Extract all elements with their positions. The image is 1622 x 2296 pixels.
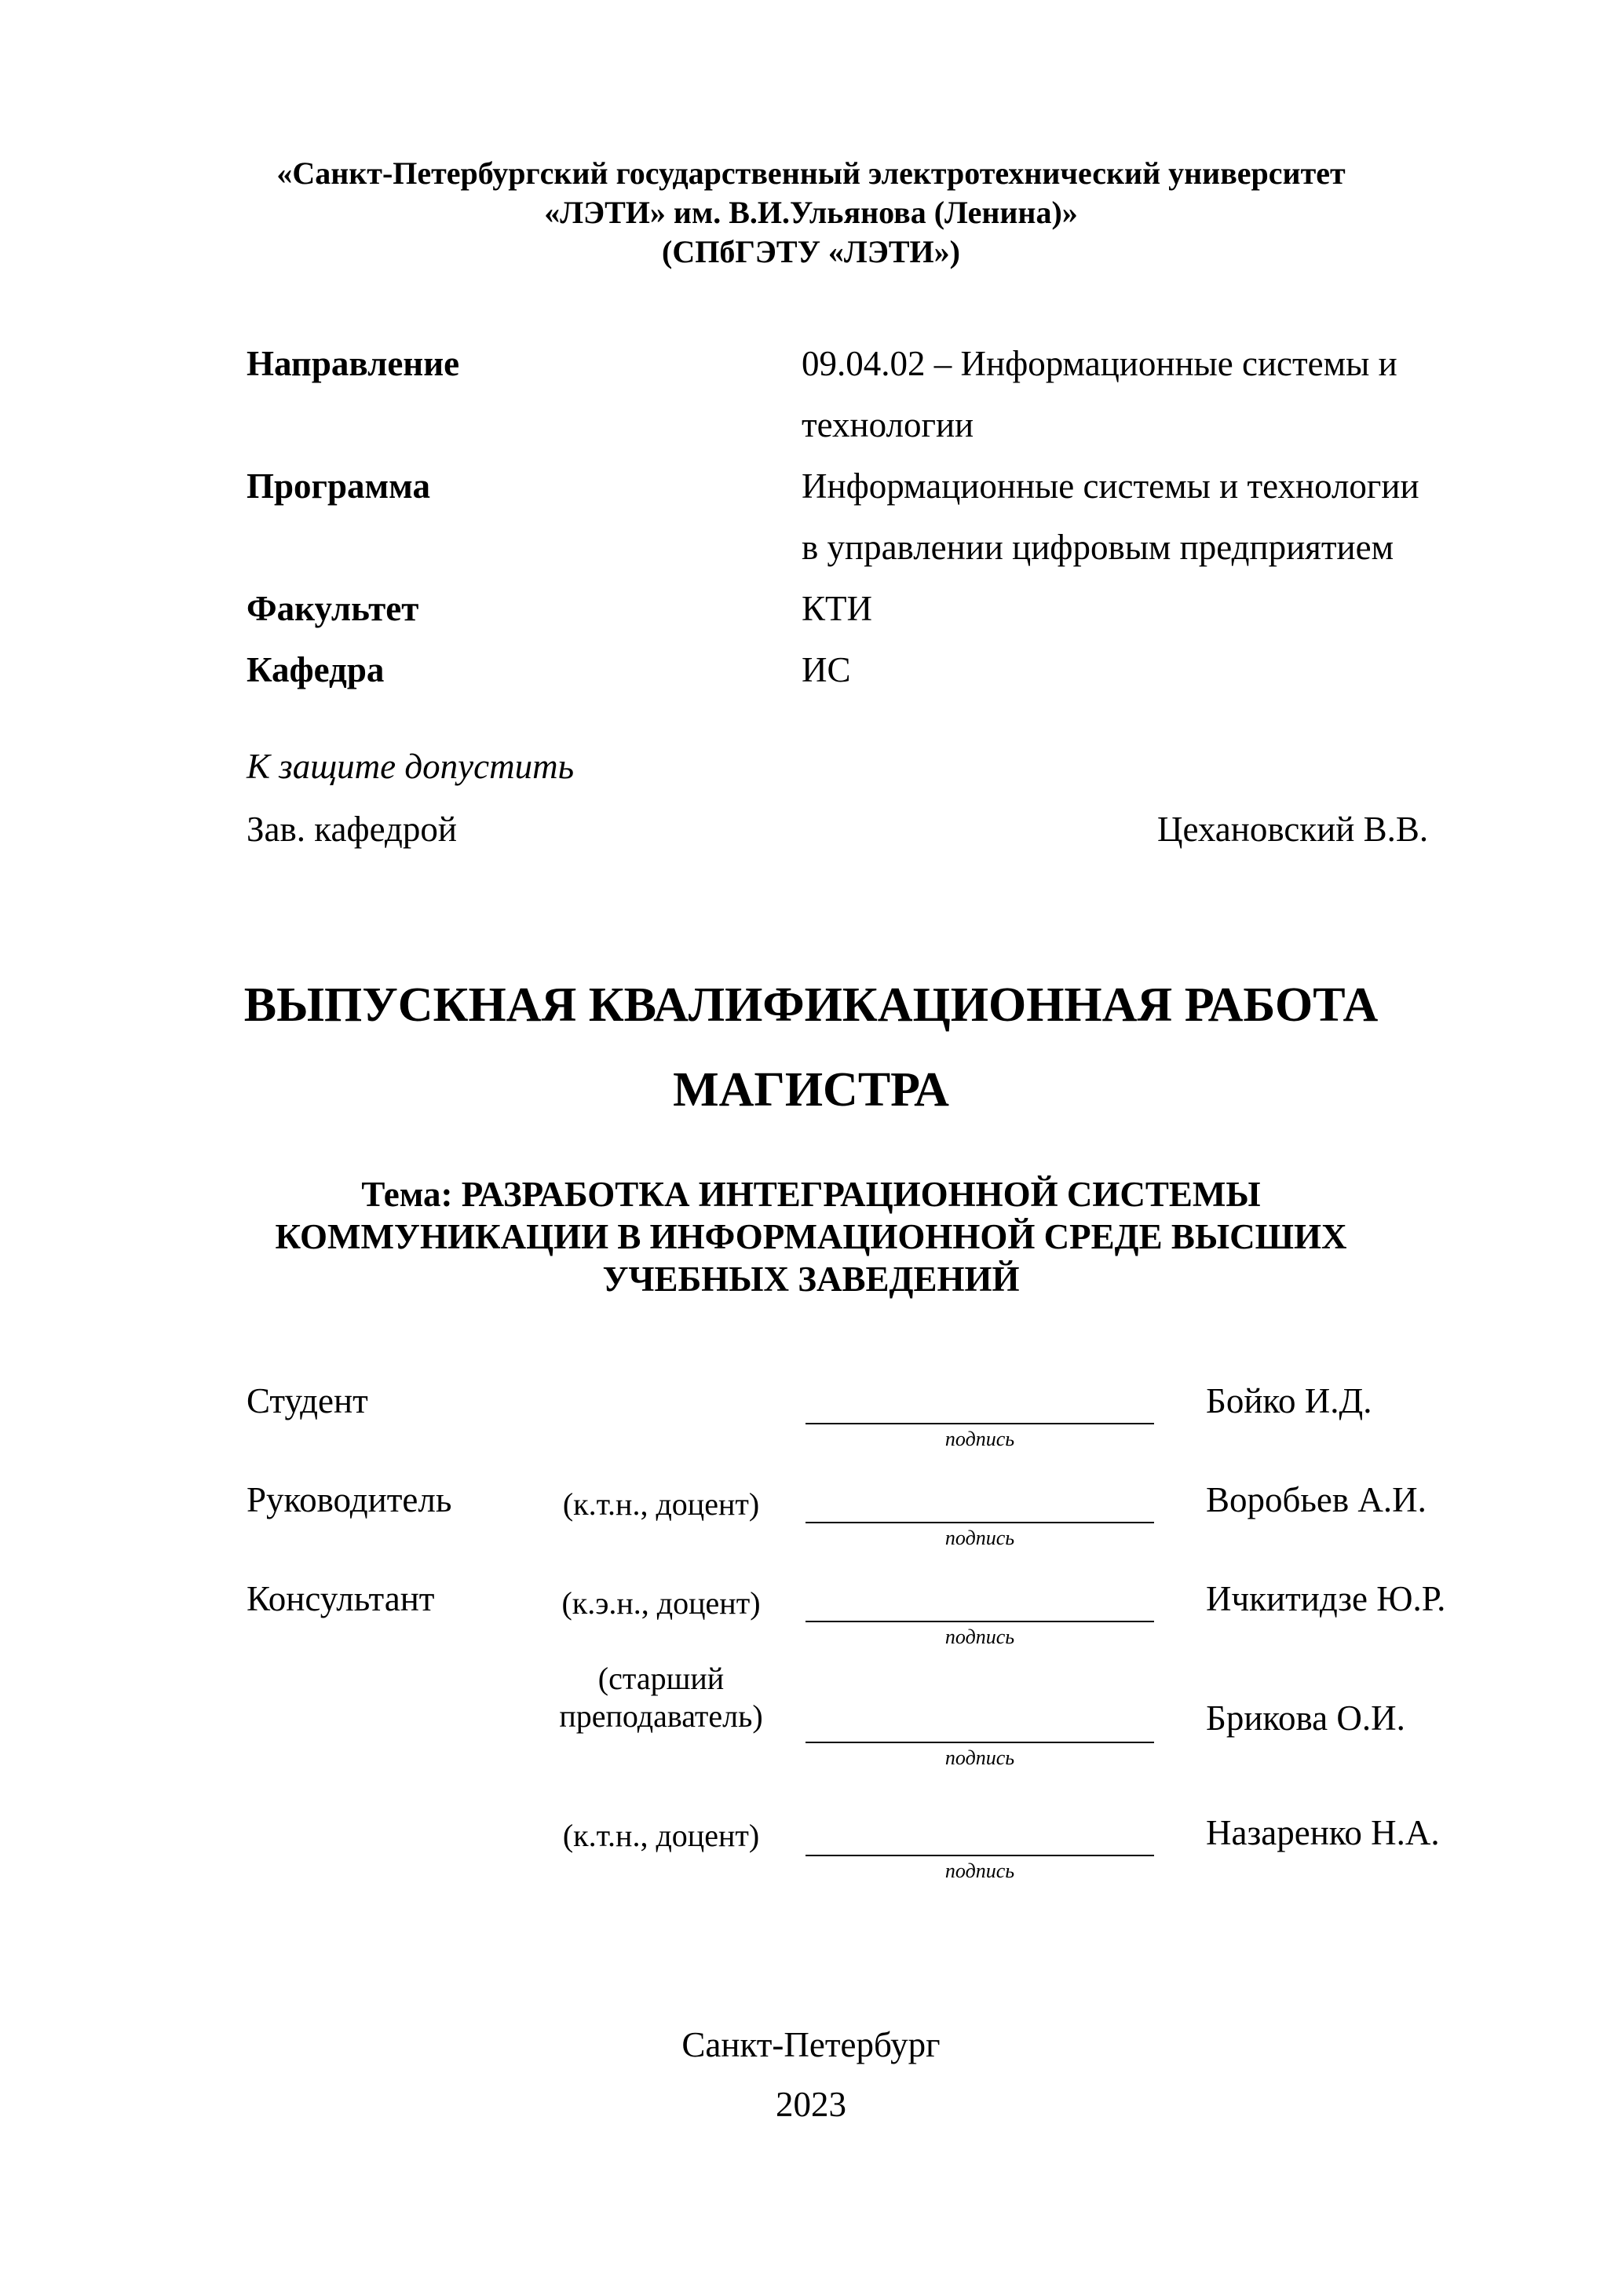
head-of-department-name: Цехановский В.В.: [1157, 810, 1429, 849]
consultant-signature-line: [806, 1621, 1154, 1622]
consultant-role: Консультант: [247, 1579, 435, 1618]
direction-label: Направление: [247, 344, 460, 383]
senior-lecturer-degree-line-1: (старший: [597, 1661, 725, 1696]
student-role: Студент: [247, 1381, 368, 1420]
senior-lecturer-degree-line-2: преподаватель): [559, 1698, 763, 1734]
university-abbrev: (СПбГЭТУ «ЛЭТИ»): [662, 234, 960, 269]
supervisor-signature-caption: подпись: [944, 1526, 1015, 1549]
year: 2023: [776, 2085, 846, 2124]
head-of-department-role: Зав. кафедрой: [247, 810, 457, 849]
university-header: [0, 154, 1622, 272]
thesis-title-line-2: МАГИСТРА: [673, 1063, 949, 1117]
program-value-line-1: Информационные системы и технологии: [802, 466, 1419, 506]
city: Санкт-Петербург: [681, 2025, 941, 2064]
thesis-topic-line-2: КОММУНИКАЦИИ В ИНФОРМАЦИОННОЙ СРЕДЕ ВЫСШИХ: [275, 1217, 1347, 1256]
second-consultant-name: Назаренко Н.А.: [1206, 1813, 1440, 1852]
supervisor-signature-line: [806, 1522, 1154, 1523]
senior-lecturer-degree: [553, 1660, 769, 1735]
student-name: Бойко И.Д.: [1206, 1381, 1372, 1420]
department-value: ИС: [802, 650, 851, 689]
senior-lecturer-signature-caption: подпись: [944, 1746, 1015, 1769]
thesis-topic: [0, 1173, 1622, 1300]
supervisor-name: Воробьев А.И.: [1206, 1480, 1427, 1519]
consultant-signature-caption: подпись: [944, 1625, 1015, 1648]
faculty-value: КТИ: [802, 589, 872, 628]
student-signature-caption: подпись: [944, 1428, 1015, 1450]
faculty-label: Факультет: [247, 589, 419, 628]
supervisor-degree: (к.т.н., доцент): [562, 1486, 760, 1522]
consultant-degree: (к.э.н., доцент): [561, 1585, 761, 1621]
department-label: Кафедра: [247, 650, 385, 689]
university-name-line-1: «Санкт-Петербургский государственный электротехнический университет: [276, 155, 1346, 191]
thesis-title: [0, 963, 1622, 1132]
senior-lecturer-name: Брикова О.И.: [1206, 1698, 1405, 1738]
thesis-title-line-1: ВЫПУСКНАЯ КВАЛИФИКАЦИОННАЯ РАБОТА: [243, 978, 1379, 1032]
thesis-topic-line-3: УЧЕБНЫХ ЗАВЕДЕНИЙ: [602, 1260, 1020, 1299]
program-label: Программа: [247, 466, 430, 506]
direction-value-line-1: 09.04.02 – Информационные системы и: [802, 344, 1397, 383]
admission-note: К защите допустить: [247, 747, 575, 786]
direction-value: [802, 333, 1508, 455]
program-value-line-2: в управлении цифровым предприятием: [802, 528, 1394, 567]
thesis-topic-line-1: Тема: РАЗРАБОТКА ИНТЕГРАЦИОННОЙ СИСТЕМЫ: [361, 1175, 1261, 1214]
program-value: [802, 455, 1508, 578]
senior-lecturer-signature-line: [806, 1742, 1154, 1743]
consultant-name: Ичкитидзе Ю.Р.: [1206, 1579, 1446, 1618]
second-consultant-degree: (к.т.н., доцент): [562, 1818, 760, 1853]
second-consultant-signature-caption: подпись: [944, 1859, 1015, 1882]
supervisor-role: Руководитель: [247, 1480, 452, 1519]
university-name-line-2: «ЛЭТИ» им. В.И.Ульянова (Ленина)»: [544, 195, 1078, 230]
student-signature-line: [806, 1423, 1154, 1424]
second-consultant-signature-line: [806, 1855, 1154, 1856]
direction-value-line-2: технологии: [802, 405, 974, 444]
